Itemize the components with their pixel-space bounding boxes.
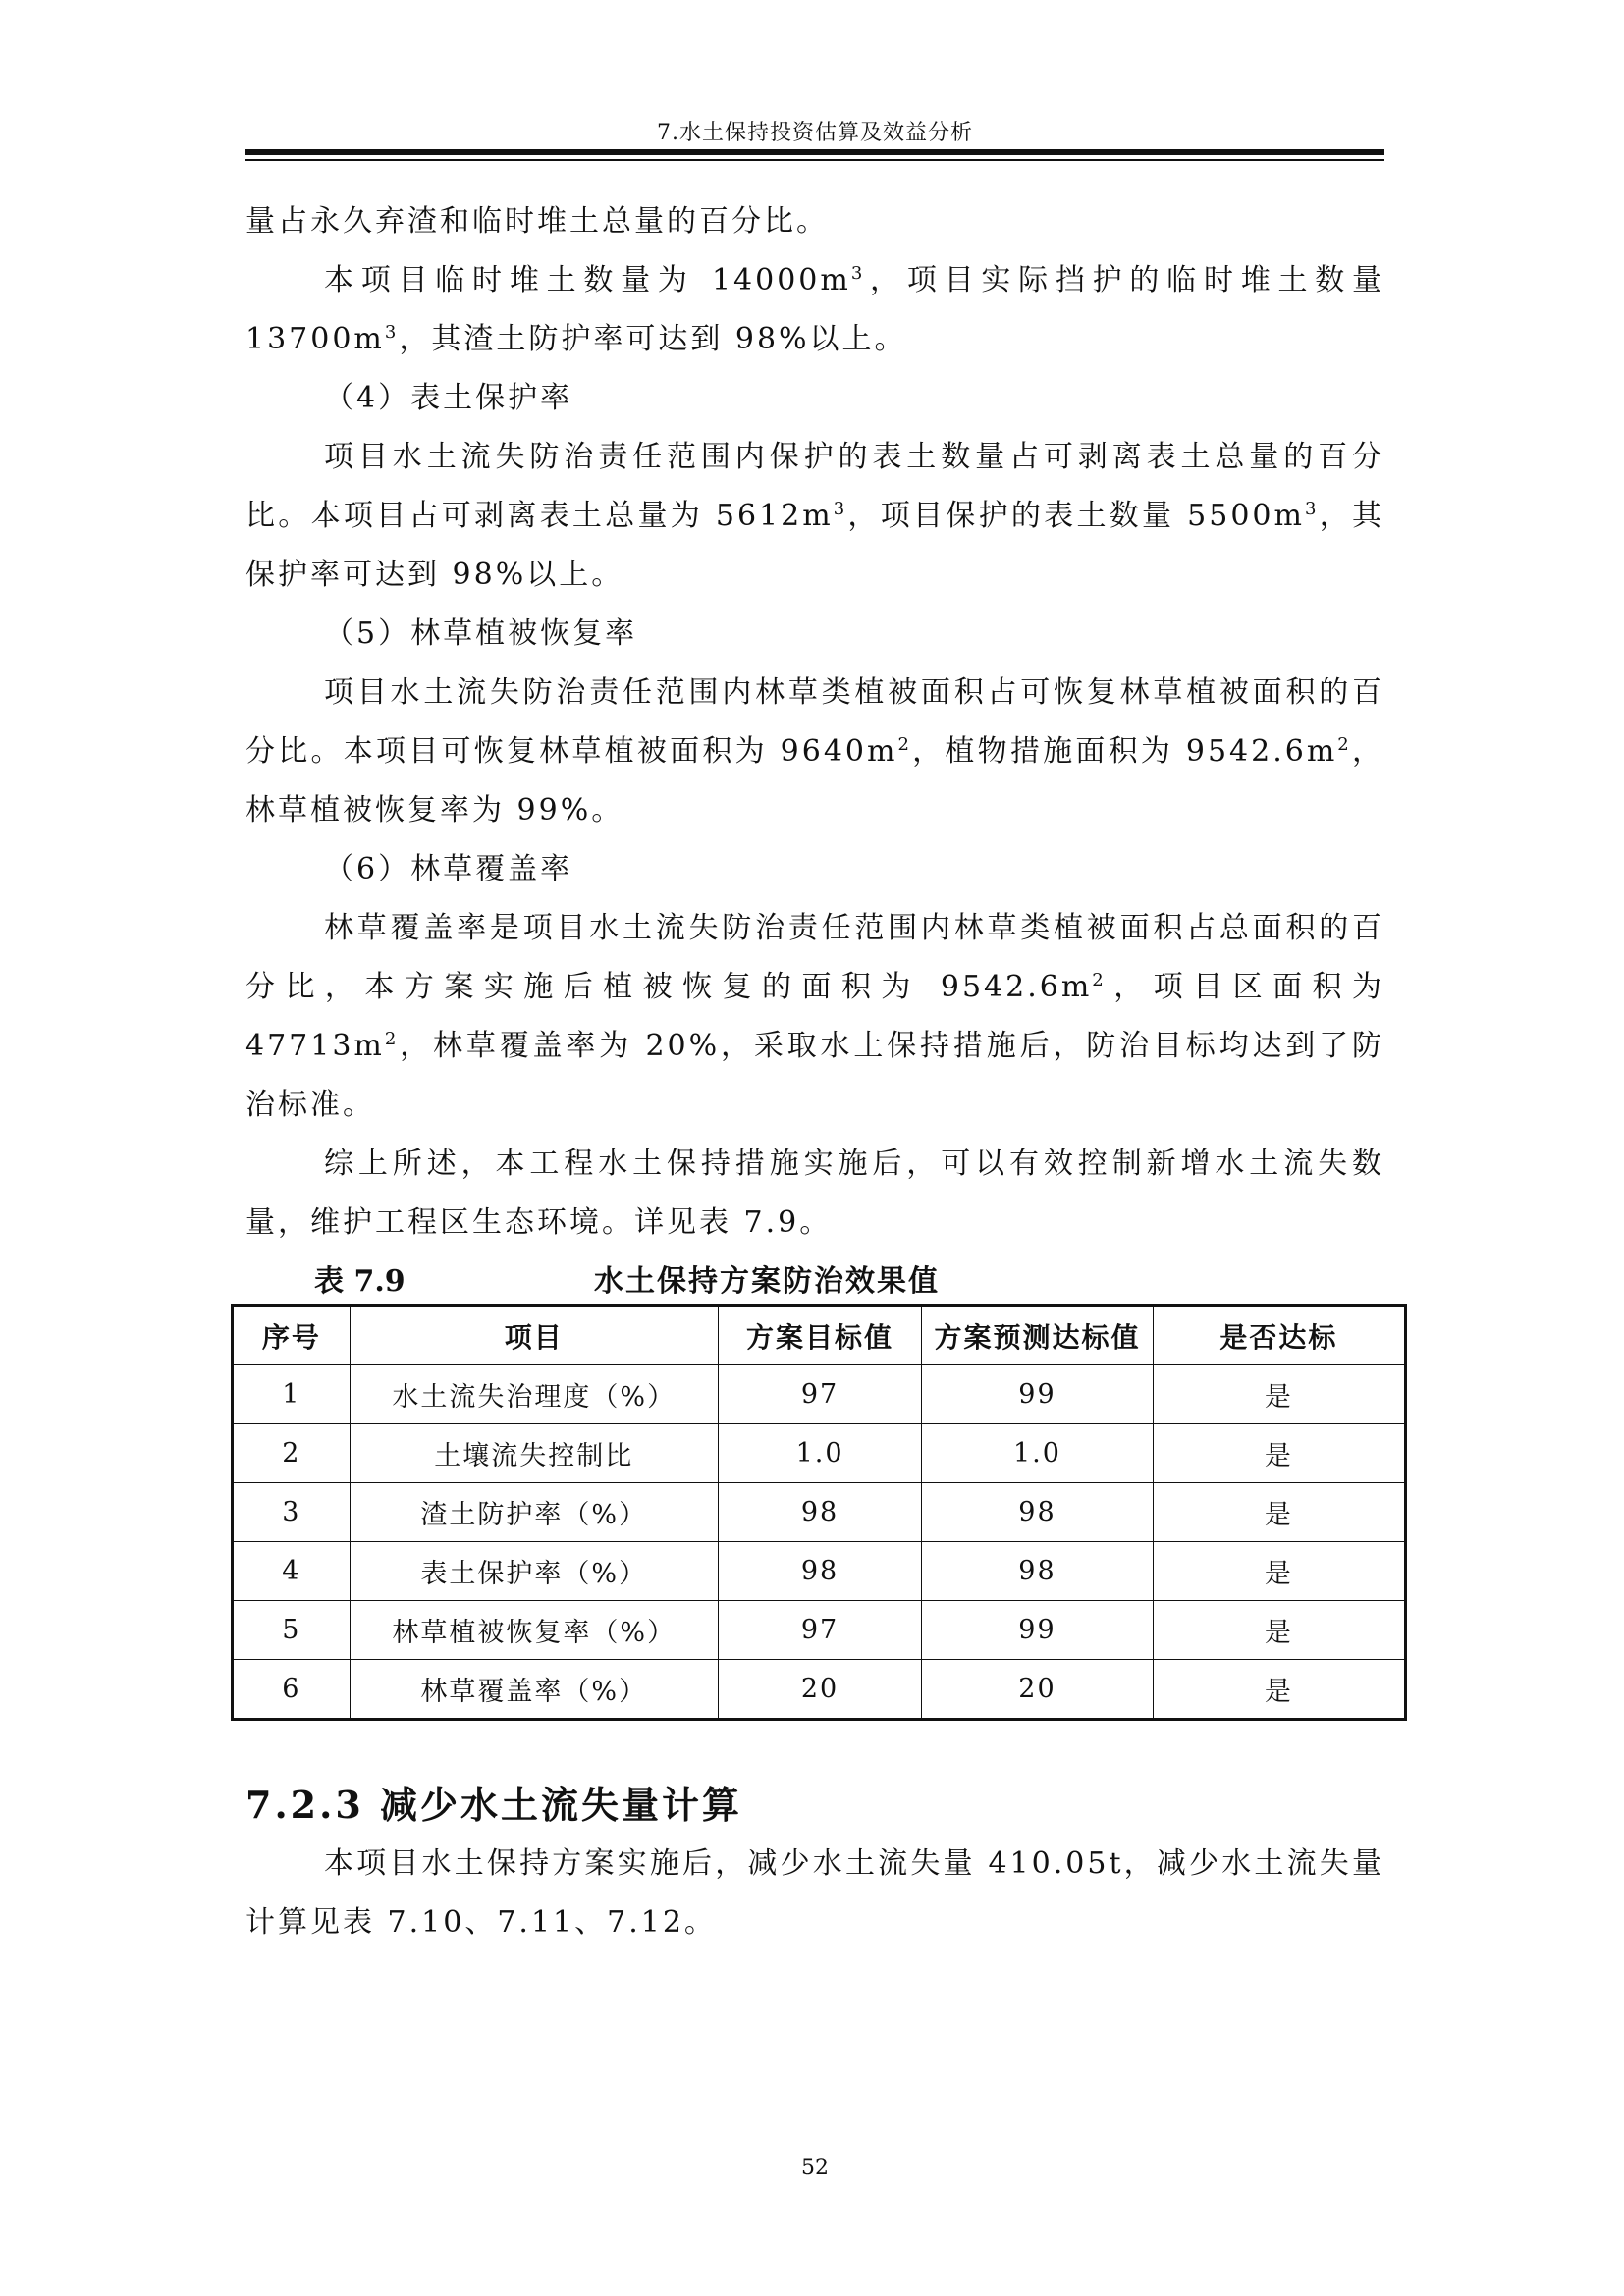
header-rule-thin xyxy=(245,159,1384,161)
page-header-title: 7.水土保持投资估算及效益分析 xyxy=(657,121,973,145)
subheading-vegetation-restoration: （5）林草植被恢复率 xyxy=(324,616,638,651)
table-row xyxy=(233,1601,1406,1660)
header-target: 方案目标值 xyxy=(718,1306,921,1365)
cell-predicted: 98 xyxy=(922,1542,1153,1601)
header-seq: 序号 xyxy=(233,1306,351,1365)
header-compliant: 是否达标 xyxy=(1153,1306,1405,1365)
cell-seq: 4 xyxy=(233,1542,351,1601)
cell-seq: 3 xyxy=(233,1483,351,1542)
cell-target: 1.0 xyxy=(718,1424,921,1483)
paragraph-continuation: 量占永久弃渣和临时堆土总量的百分比。 xyxy=(245,204,829,239)
cell-predicted: 98 xyxy=(922,1483,1153,1542)
table-row xyxy=(233,1483,1406,1542)
table-row xyxy=(233,1365,1406,1424)
effect-table xyxy=(231,1304,1407,1721)
cell-predicted: 99 xyxy=(922,1365,1153,1424)
cell-predicted: 1.0 xyxy=(922,1424,1153,1483)
subheading-topsoil-protection: （4）表土保护率 xyxy=(324,381,573,415)
paragraph-section-body: 本项目水土保持方案实施后，减少水土流失量 410.05t，减少水土流失量计算见表 7.10、7.11、7.12。 xyxy=(245,1846,1384,1940)
page-number: 52 xyxy=(801,2156,829,2180)
cell-item: 渣土防护率（%） xyxy=(350,1483,718,1542)
cell-item: 表土保护率（%） xyxy=(350,1542,718,1601)
paragraph-spoil-protection: 本项目临时堆土数量为 $14000m^3$，项目实际挡护的临时堆土数量 $13700m^3$，其渣土防护率可达到 98%以上。 xyxy=(245,263,1385,356)
table-caption-title: 水土保持方案防治效果值 xyxy=(594,1264,940,1299)
table-row xyxy=(233,1660,1406,1720)
cell-compliant: 是 xyxy=(1153,1424,1405,1483)
cell-compliant: 是 xyxy=(1153,1542,1405,1601)
cell-target: 20 xyxy=(718,1660,921,1720)
cell-compliant: 是 xyxy=(1153,1483,1405,1542)
cell-target: 98 xyxy=(718,1483,921,1542)
cell-predicted: 99 xyxy=(922,1601,1153,1660)
cell-item: 林草植被恢复率（%） xyxy=(350,1601,718,1660)
cell-item: 水土流失治理度（%） xyxy=(350,1365,718,1424)
table-header-row xyxy=(233,1306,1406,1365)
paragraph-vegetation-coverage: 林草覆盖率是项目水土流失防治责任范围内林草类植被面积占总面积的百分比，本方案实施后植被恢复的面积为 $9542.6m^2$，项目区面积为 $47713m^2$，林草覆盖率为 20%，采取水土保持措施后，防治目标均达到了防治标准。 xyxy=(245,911,1384,1122)
section-heading: 7.2.3 减少水土流失量计算 xyxy=(245,1783,743,1827)
cell-seq: 1 xyxy=(233,1365,351,1424)
cell-seq: 6 xyxy=(233,1660,351,1720)
header-rule-thick xyxy=(245,149,1384,155)
table-caption-number: 表 7.9 xyxy=(314,1264,406,1299)
table-row xyxy=(233,1542,1406,1601)
cell-seq: 2 xyxy=(233,1424,351,1483)
cell-target: 97 xyxy=(718,1601,921,1660)
paragraph-topsoil-protection: 项目水土流失防治责任范围内保护的表土数量占可剥离表土总量的百分比。本项目占可剥离表土总量为 $5612m^3$，项目保护的表土数量 $5500m^3$，其保护率可达到 98%以上。 xyxy=(245,440,1384,592)
page-content xyxy=(245,192,1384,1952)
cell-compliant: 是 xyxy=(1153,1601,1405,1660)
paragraph-summary: 综上所述，本工程水土保持措施实施后，可以有效控制新增水土流失数量，维护工程区生态环境。详见表 7.9。 xyxy=(245,1147,1384,1240)
cell-predicted: 20 xyxy=(922,1660,1153,1720)
paragraph-vegetation-restoration: 项目水土流失防治责任范围内林草类植被面积占可恢复林草植被面积的百分比。本项目可恢复林草植被面积为 $9640m^2$，植物措施面积为 $9542.6m^2$，林草植被恢复率为 99%。 xyxy=(245,675,1384,828)
cell-compliant: 是 xyxy=(1153,1660,1405,1720)
cell-target: 97 xyxy=(718,1365,921,1424)
cell-item: 林草覆盖率（%） xyxy=(350,1660,718,1720)
cell-compliant: 是 xyxy=(1153,1365,1405,1424)
header-item: 项目 xyxy=(350,1306,718,1365)
table-caption xyxy=(245,1260,1384,1304)
cell-item: 土壤流失控制比 xyxy=(350,1424,718,1483)
header-predicted: 方案预测达标值 xyxy=(922,1306,1153,1365)
cell-seq: 5 xyxy=(233,1601,351,1660)
table-row xyxy=(233,1424,1406,1483)
cell-target: 98 xyxy=(718,1542,921,1601)
subheading-vegetation-coverage: （6）林草覆盖率 xyxy=(324,852,573,886)
